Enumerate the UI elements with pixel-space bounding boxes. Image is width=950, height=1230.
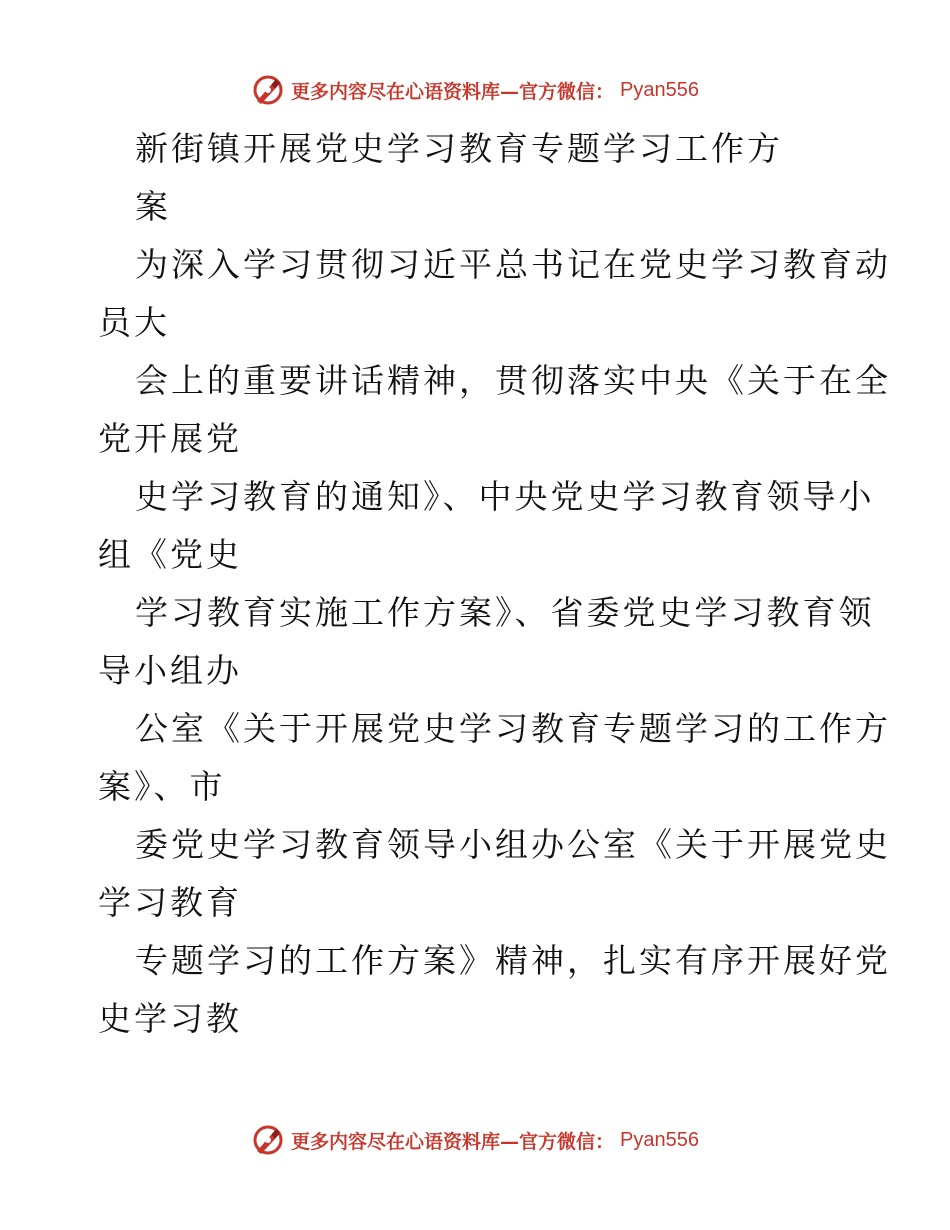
header-banner bbox=[0, 70, 950, 110]
doc-text-line: 员大 bbox=[98, 303, 170, 342]
doc-text-line: 党开展党 bbox=[98, 419, 242, 458]
doc-text-line: 公室《关于开展党史学习教育专题学习的工作方 bbox=[135, 709, 891, 748]
header-banner-text: 更多内容尽在心语资料库—官方微信： bbox=[291, 80, 615, 103]
header-banner-wechat-id: Pyan556 bbox=[620, 78, 699, 101]
document-body bbox=[98, 120, 891, 1048]
doc-text-line: 专题学习的工作方案》精神，扎实有序开展好党 bbox=[135, 941, 891, 980]
doc-title-line-2: 案 bbox=[135, 187, 171, 226]
doc-text-line: 会上的重要讲话精神，贯彻落实中央《关于在全 bbox=[135, 361, 891, 400]
doc-text-line: 案》、市 bbox=[98, 767, 226, 806]
pen-circle-icon bbox=[251, 73, 285, 107]
doc-text-line: 委党史学习教育领导小组办公室《关于开展党史 bbox=[135, 825, 891, 864]
doc-text-line: 学习教育实施工作方案》、省委党史学习教育领 bbox=[135, 593, 875, 632]
pen-circle-icon bbox=[251, 1123, 285, 1157]
doc-text-line: 为深入学习贯彻习近平总书记在党史学习教育动 bbox=[135, 245, 891, 284]
footer-banner bbox=[0, 1120, 950, 1160]
footer-banner-content bbox=[251, 1123, 699, 1157]
doc-title-line-1: 新街镇开展党史学习教育专题学习工作方 bbox=[135, 129, 783, 168]
footer-banner-text: 更多内容尽在心语资料库—官方微信： bbox=[291, 1130, 615, 1153]
doc-text-line: 组《党史 bbox=[98, 535, 242, 574]
doc-text-line: 史学习教育的通知》、中央党史学习教育领导小 bbox=[135, 477, 875, 516]
doc-text-line: 史学习教 bbox=[98, 999, 242, 1038]
doc-text-line: 导小组办 bbox=[98, 651, 242, 690]
footer-banner-wechat-id: Pyan556 bbox=[620, 1128, 699, 1151]
header-banner-content bbox=[251, 73, 699, 107]
doc-text-line: 学习教育 bbox=[98, 883, 242, 922]
